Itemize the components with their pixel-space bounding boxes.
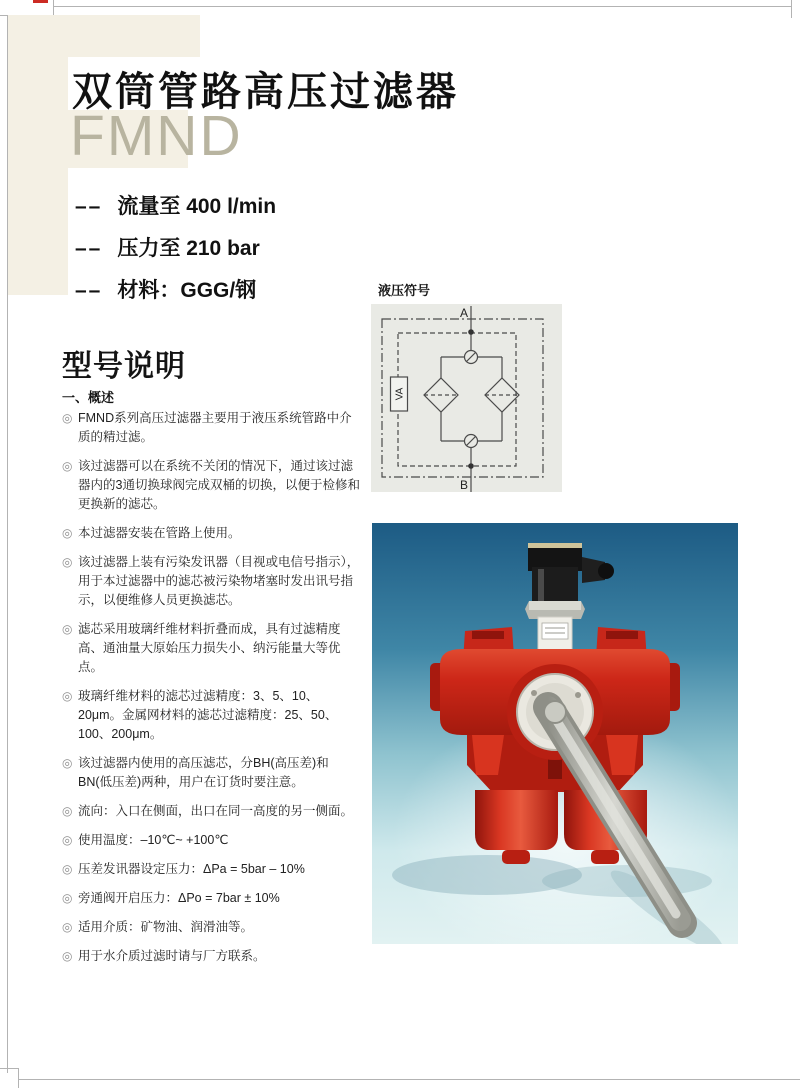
circle-bullet-icon: ◎ xyxy=(62,689,73,703)
lever-pivot-nut xyxy=(544,701,566,723)
list-item-text: 使用温度：–10℃~ +100℃ xyxy=(78,833,229,847)
spec-flow xyxy=(75,190,276,220)
circle-bullet-icon: ◎ xyxy=(62,920,73,934)
page-border-top xyxy=(53,6,791,7)
circle-bullet-icon: ◎ xyxy=(62,622,73,636)
circle-bullet-icon: ◎ xyxy=(62,891,73,905)
circle-bullet-icon: ◎ xyxy=(62,756,73,770)
list-item xyxy=(62,802,360,821)
spec-pressure xyxy=(75,232,276,262)
list-item xyxy=(62,947,360,966)
bowl-cap-left xyxy=(502,850,530,864)
list-item-text: 流向：入口在侧面，出口在同一高度的另一侧面。 xyxy=(78,804,354,818)
section-heading: 型号说明 xyxy=(62,350,186,383)
spec-material xyxy=(75,274,276,304)
list-item-text: 该过滤器可以在系统不关闭的情况下，通过该过滤器内的3通切换球阀完成双桶的切换，以便于检修和更换新的滤芯。 xyxy=(78,459,360,511)
list-item-text: 用于水介质过滤时请与厂方联系。 xyxy=(78,949,266,963)
circle-bullet-icon: ◎ xyxy=(62,411,73,425)
list-item xyxy=(62,754,360,792)
overview-list xyxy=(62,409,360,976)
list-item-text: 该过滤器内使用的高压滤芯，分BH(高压差)和BN(低压差)两种，用户在订货时要注意。 xyxy=(78,756,329,789)
list-item xyxy=(62,860,360,879)
indicator-label xyxy=(542,623,568,639)
list-item-text: 适用介质：矿物油、润滑油等。 xyxy=(78,920,254,934)
spec-text: 压力至 210 bar xyxy=(117,237,260,260)
product-photo-image xyxy=(372,523,738,944)
bowl-cap-right xyxy=(591,850,619,864)
junction-dot-bottom xyxy=(468,463,474,469)
list-item xyxy=(62,553,360,610)
list-item xyxy=(62,687,360,744)
diagram-inner-boundary xyxy=(398,333,516,466)
model-code: FMND xyxy=(70,104,243,168)
circle-bullet-icon: ◎ xyxy=(62,804,73,818)
list-item-text: 本过滤器安装在管路上使用。 xyxy=(78,526,241,540)
hex-nut-highlight xyxy=(529,601,581,610)
circle-bullet-icon: ◎ xyxy=(62,526,73,540)
page-title: 双筒管路高压过滤器 xyxy=(72,68,459,115)
indicator-cap-highlight xyxy=(528,543,582,548)
crop-mark-top-right-v xyxy=(791,0,792,18)
product-photo xyxy=(372,523,738,944)
circle-bullet-icon: ◎ xyxy=(62,555,73,569)
crop-mark-bottom-left-h xyxy=(0,1068,18,1069)
filter-bowl-left xyxy=(475,790,558,850)
connector-highlight xyxy=(538,569,544,601)
spec-dash: –– xyxy=(75,195,103,218)
list-item-text: 该过滤器上装有污染发讯器（目视或电信号指示），用于本过滤器中的滤芯被污染物堵塞时发出讯号指示，以便维修人员更换滤芯。 xyxy=(78,555,360,607)
page-border-bottom xyxy=(18,1079,800,1080)
list-item-text: 旁通阀开启压力：ΔPo = 7bar ± 10% xyxy=(78,891,280,905)
list-item xyxy=(62,831,360,850)
list-item xyxy=(62,918,360,937)
cable-gland-tip xyxy=(598,563,614,579)
circle-bullet-icon: ◎ xyxy=(62,459,73,473)
circle-bullet-icon: ◎ xyxy=(62,833,73,847)
crop-mark-bottom-left-v xyxy=(18,1068,19,1088)
spec-text: 流量至 400 l/min xyxy=(117,195,277,218)
list-item-text: 压差发讯器设定压力：ΔPa = 5bar – 10% xyxy=(78,862,305,876)
plate-screw xyxy=(531,690,537,696)
lug-detail xyxy=(606,631,638,639)
circle-bullet-icon: ◎ xyxy=(62,862,73,876)
registration-mark xyxy=(33,0,48,3)
list-item xyxy=(62,620,360,677)
plate-screw xyxy=(575,692,581,698)
junction-dot-top xyxy=(468,329,474,335)
spec-text: 材料：GGG/钢 xyxy=(117,279,257,302)
list-item xyxy=(62,889,360,908)
list-item-text: FMND系列高压过滤器主要用于液压系统管路中介质的精过滤。 xyxy=(78,411,352,444)
crop-mark-top-left-v xyxy=(53,0,54,15)
list-item-text: 玻璃纤维材料的滤芯过滤精度：3、5、10、20μm。金属网材料的滤芯过滤精度：25、50、100、200μm。 xyxy=(78,689,338,741)
hydraulic-symbol-panel xyxy=(371,304,562,492)
subsection-heading: 一、概述 xyxy=(62,390,115,405)
hydraulic-symbol-label: 液压符号 xyxy=(378,283,431,298)
port-a-label: A xyxy=(459,306,468,320)
spec-dash: –– xyxy=(75,279,103,302)
va-indicator-label: VA xyxy=(394,387,406,401)
list-item-text: 滤芯采用玻璃纤维材料折叠而成，具有过滤精度高、通油量大原始压力损失小、纳污能量大等优点。 xyxy=(78,622,341,674)
lug-detail xyxy=(472,631,504,639)
circle-bullet-icon: ◎ xyxy=(62,949,73,963)
spec-dash: –– xyxy=(75,237,103,260)
list-item xyxy=(62,524,360,543)
list-item xyxy=(62,409,360,447)
port-b-label: B xyxy=(459,478,468,492)
hydraulic-symbol-diagram xyxy=(371,304,562,492)
key-specs xyxy=(75,190,276,316)
list-item xyxy=(62,457,360,514)
